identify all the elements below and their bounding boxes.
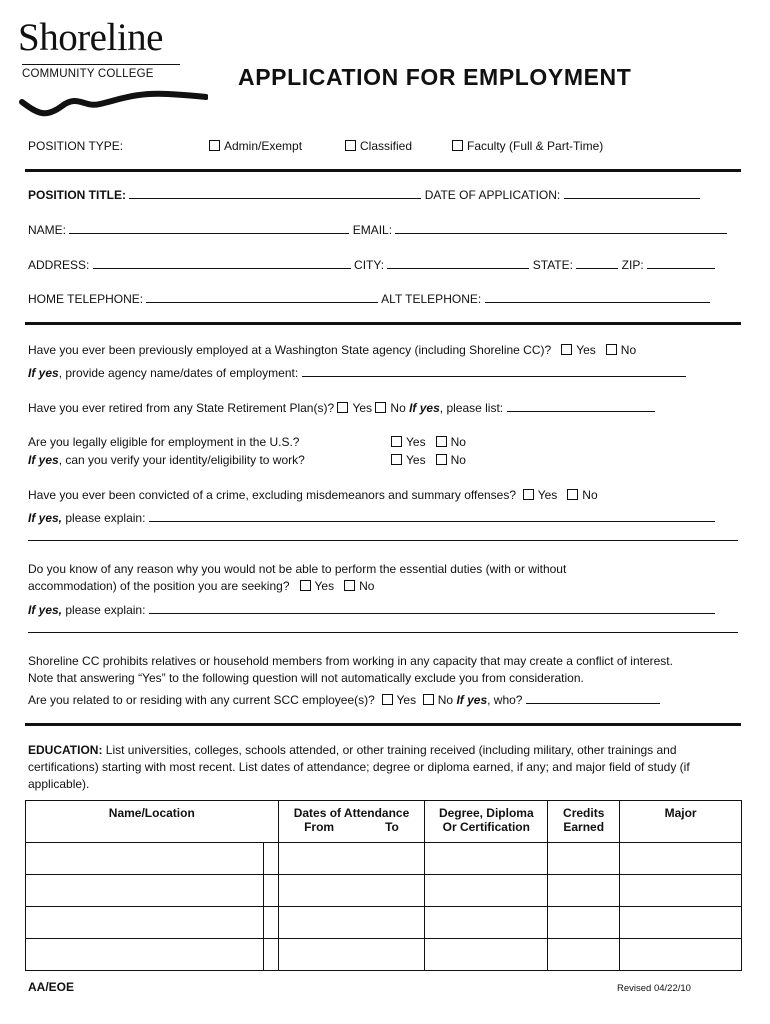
logo-wordmark: Shoreline	[18, 16, 163, 59]
name-email-row	[28, 223, 727, 237]
retirement-plan-field[interactable]	[507, 401, 655, 412]
checkbox-icon[interactable]	[452, 140, 463, 151]
address-field[interactable]	[93, 258, 351, 269]
state-label: STATE:	[532, 258, 573, 272]
question-retired: Have you ever retired from any State Retirement Plan(s)? Yes No If yes, please list:	[28, 401, 655, 415]
checkbox-icon[interactable]	[300, 580, 311, 591]
education-table-header	[26, 801, 742, 843]
relatives-notice: Shoreline CC prohibits relatives or household members from working in any capacity that may create a conflict of interest. Note that answering “Yes” to the following question will not automatically exclude you from consideration.	[28, 654, 673, 685]
cell-name-location[interactable]	[26, 875, 264, 907]
address-label: ADDRESS:	[28, 258, 90, 272]
position-type-row	[28, 139, 123, 153]
position-title-label: POSITION TITLE:	[28, 188, 126, 202]
telephone-row	[28, 292, 710, 306]
col-name-location: Name/Location	[26, 801, 279, 843]
position-type-label: POSITION TYPE:	[28, 139, 124, 153]
cell-dates[interactable]	[278, 939, 425, 971]
related-employee-field[interactable]	[526, 693, 660, 704]
eligible-options: Yes No	[391, 435, 466, 449]
cell-major[interactable]	[620, 843, 742, 875]
checkbox-icon[interactable]	[436, 454, 447, 465]
date-of-application-field[interactable]	[564, 188, 700, 199]
logo-swoosh-icon	[18, 84, 208, 124]
cell-degree[interactable]	[425, 875, 548, 907]
cell-dates[interactable]	[278, 875, 425, 907]
option-admin-exempt[interactable]: Admin/Exempt	[209, 139, 302, 153]
cell-credits[interactable]	[548, 939, 620, 971]
page-title: APPLICATION FOR EMPLOYMENT	[238, 64, 632, 90]
convicted-explain-field[interactable]	[149, 511, 715, 522]
email-label: EMAIL:	[352, 223, 393, 237]
home-telephone-field[interactable]	[146, 292, 378, 303]
alt-telephone-label: ALT TELEPHONE:	[381, 292, 482, 306]
checkbox-icon[interactable]	[423, 694, 434, 705]
cell-spacer[interactable]	[263, 939, 278, 971]
cell-dates[interactable]	[278, 843, 425, 875]
table-row	[26, 939, 742, 971]
verify-options: Yes No	[391, 453, 466, 467]
checkbox-icon[interactable]	[436, 436, 447, 447]
duties-explain-field[interactable]	[149, 603, 715, 614]
section-divider	[25, 169, 741, 172]
cell-degree[interactable]	[425, 939, 548, 971]
footer-aa-eoe: AA/EOE	[28, 980, 75, 994]
position-title-field[interactable]	[129, 188, 421, 199]
name-field[interactable]	[69, 223, 349, 234]
zip-label: ZIP:	[621, 258, 644, 272]
checkbox-icon[interactable]	[391, 436, 402, 447]
date-of-application-label: DATE OF APPLICATION:	[424, 188, 561, 202]
cell-credits[interactable]	[548, 843, 620, 875]
education-heading: EDUCATION:	[28, 743, 103, 757]
table-row	[26, 907, 742, 939]
logo-divider	[22, 64, 180, 65]
footer-revised: Revised 04/22/10	[617, 983, 691, 994]
state-field[interactable]	[576, 258, 618, 269]
position-title-row	[28, 188, 700, 202]
checkbox-icon[interactable]	[337, 402, 348, 413]
duties-explain-row: If yes, please explain:	[28, 603, 715, 617]
convicted-explain-line[interactable]	[28, 540, 738, 541]
cell-name-location[interactable]	[26, 843, 264, 875]
col-dates-attendance: Dates of Attendance From To	[278, 801, 425, 843]
cell-degree[interactable]	[425, 843, 548, 875]
section-divider	[25, 322, 741, 325]
section-divider	[25, 723, 741, 726]
zip-field[interactable]	[647, 258, 715, 269]
question-related-employee: Are you related to or residing with any current SCC employee(s)? Yes No If yes, who?	[28, 693, 660, 707]
option-classified[interactable]: Classified	[345, 139, 412, 153]
question-convicted: Have you ever been convicted of a crime, excluding misdemeanors and summary offenses? Yes No	[28, 488, 598, 502]
cell-major[interactable]	[620, 939, 742, 971]
checkbox-icon[interactable]	[391, 454, 402, 465]
city-label: CITY:	[354, 258, 385, 272]
city-field[interactable]	[387, 258, 529, 269]
logo-subtitle: COMMUNITY COLLEGE	[22, 68, 154, 80]
checkbox-icon[interactable]	[561, 344, 572, 355]
question-eligible: Are you legally eligible for employment in the U.S.?	[28, 435, 300, 449]
checkbox-icon[interactable]	[209, 140, 220, 151]
convicted-explain-row: If yes, please explain:	[28, 511, 715, 525]
question-state-agency: Have you ever been previously employed at a Washington State agency (including Shoreline CC)? Yes No	[28, 343, 637, 357]
checkbox-icon[interactable]	[567, 489, 578, 500]
question-essential-duties: Do you know of any reason why you would not be able to perform the essential duties (with or without accommodation) of the position you are seeking? Yes No	[28, 562, 567, 593]
cell-name-location[interactable]	[26, 939, 264, 971]
alt-telephone-field[interactable]	[485, 292, 710, 303]
home-telephone-label: HOME TELEPHONE:	[28, 292, 144, 306]
cell-major[interactable]	[620, 907, 742, 939]
table-row	[26, 843, 742, 875]
cell-major[interactable]	[620, 875, 742, 907]
cell-credits[interactable]	[548, 875, 620, 907]
checkbox-icon[interactable]	[344, 580, 355, 591]
checkbox-icon[interactable]	[382, 694, 393, 705]
cell-name-location[interactable]	[26, 907, 264, 939]
question-verify-identity: If yes, can you verify your identity/eligibility to work?	[28, 453, 305, 467]
checkbox-icon[interactable]	[375, 402, 386, 413]
duties-explain-line[interactable]	[28, 632, 738, 633]
question-state-agency-followup: If yes, provide agency name/dates of employment:	[28, 366, 686, 380]
education-instructions: EDUCATION: List universities, colleges, schools attended, or other training received (including military, other trainings and certifications) starting with most recent. List dates of attendance; degree or diploma earned, if any; and major field of study (if applicable).	[28, 743, 690, 791]
cell-dates[interactable]	[278, 907, 425, 939]
option-faculty[interactable]: Faculty (Full & Part-Time)	[452, 139, 603, 153]
education-table	[25, 800, 742, 971]
cell-degree[interactable]	[425, 907, 548, 939]
cell-spacer[interactable]	[263, 907, 278, 939]
table-row	[26, 875, 742, 907]
checkbox-icon[interactable]	[606, 344, 617, 355]
address-row	[28, 258, 715, 272]
checkbox-icon[interactable]	[345, 140, 356, 151]
cell-spacer[interactable]	[263, 843, 278, 875]
name-label: NAME:	[28, 223, 67, 237]
col-major: Major	[620, 801, 742, 843]
agency-employment-field[interactable]	[302, 366, 686, 377]
checkbox-icon[interactable]	[523, 489, 534, 500]
col-degree: Degree, Diploma Or Certification	[425, 801, 548, 843]
col-credits: Credits Earned	[548, 801, 620, 843]
cell-credits[interactable]	[548, 907, 620, 939]
email-field[interactable]	[395, 223, 727, 234]
cell-spacer[interactable]	[263, 875, 278, 907]
